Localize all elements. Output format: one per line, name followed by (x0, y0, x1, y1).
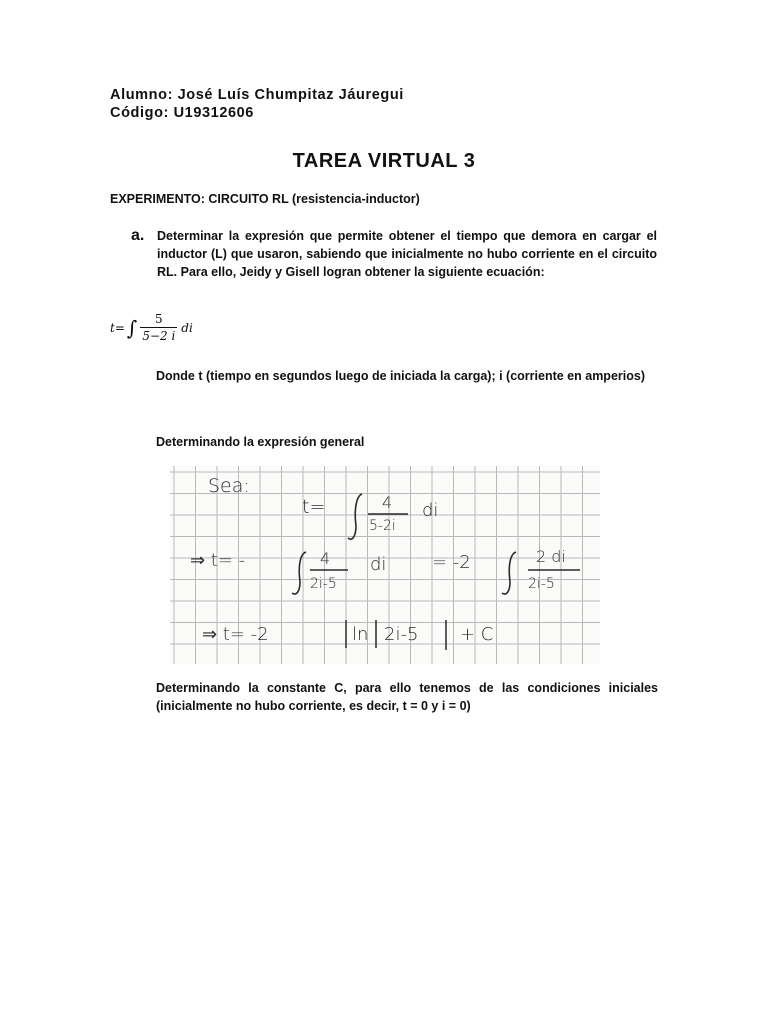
hw-line3-arg: 2i-5 (384, 624, 419, 645)
formula-fraction (140, 312, 177, 343)
hw-line2-den2: 2i-5 (528, 576, 555, 592)
formula-differential: di (181, 320, 193, 335)
hw-line2-den: 2i-5 (310, 576, 337, 592)
hw-line1-d: di (422, 500, 439, 521)
student-code: Código: U19312606 (110, 105, 254, 121)
handwritten-derivation-image (170, 466, 600, 664)
experiment-heading: EXPERIMENTO: CIRCUITO RL (resistencia-inductor) (110, 192, 420, 206)
hw-sea: Sea: (208, 475, 250, 497)
integral-formula (110, 312, 193, 343)
student-name: Alumno: José Luís Chumpitaz Jáuregui (110, 87, 404, 103)
hw-line1-den: 5-2i (369, 518, 396, 534)
hw-line2-mid: = -2 (432, 552, 471, 573)
grid-paper (170, 466, 600, 664)
constante-paragraph: Determinando la constante C, para ello tenemos de las condiciones iniciales (inicialmente no hubo corriente, es decir, t = 0 y i = 0) (156, 681, 658, 713)
formula-lhs: t= (110, 320, 125, 335)
formula-denominator: 5−2 i (142, 329, 176, 343)
hw-line2-lhs: ⇒ t= - (190, 550, 246, 571)
hw-line2-num2: 2 di (536, 547, 566, 566)
hw-line3-lhs: ⇒ t= -2 (202, 624, 269, 645)
student-info (110, 86, 404, 122)
hw-line2-num: 4 (320, 549, 331, 568)
formula-numerator: 5 (154, 312, 163, 326)
hw-line3-c: + C (460, 624, 494, 645)
question-letter: a. (131, 227, 145, 244)
hw-line1-lhs: t= (302, 496, 326, 518)
general-heading: Determinando la expresión general (156, 435, 365, 449)
question-text: Determinar la expresión que permite obtener el tiempo que demora en cargar el inductor (L) que usaron, sabiendo que inicialmente no hubo corriente en el circuito RL. Para ello, Jeidy y Gisell logran obtener la siguiente ecuación: (157, 229, 657, 279)
hw-line3-ln: ln (352, 624, 369, 645)
integral-sign: ∫ (126, 315, 138, 340)
hw-line2-d: di (370, 554, 387, 575)
donde-paragraph: Donde t (tiempo en segundos luego de iniciada la carga); i (corriente en amperios) (156, 369, 645, 383)
hw-line1-num: 4 (382, 493, 393, 512)
page-title: TAREA VIRTUAL 3 (292, 150, 476, 172)
